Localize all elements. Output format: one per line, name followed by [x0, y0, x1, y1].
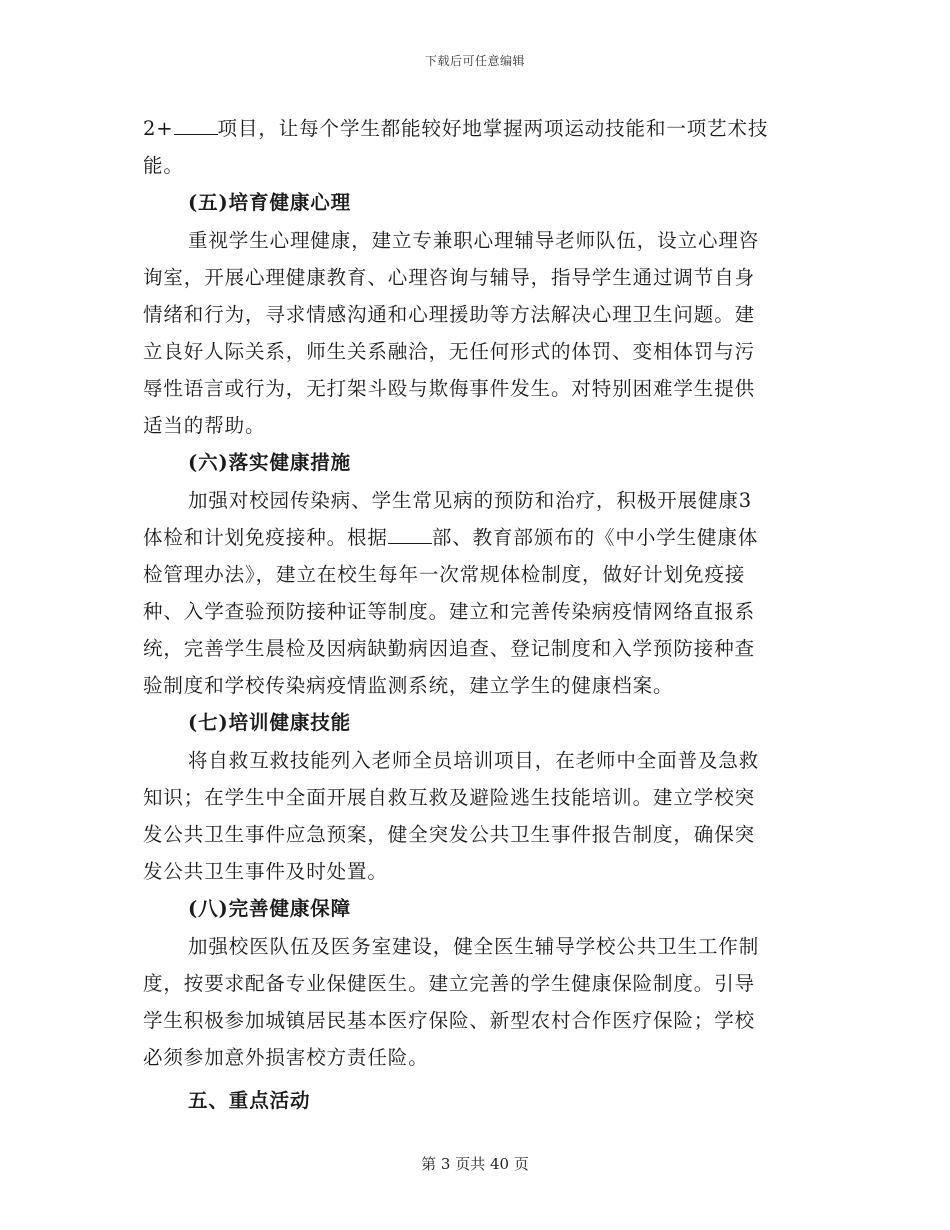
line-text: 项目，让每个学生都能较好地掌握两项运动技能和一项艺术技 — [217, 117, 769, 140]
line-text: 体检和计划免疫接种。根据 — [143, 526, 388, 549]
page-footer: 第 3 页共 40 页 — [421, 1155, 529, 1173]
paragraph-line: 加强校医队伍及医务室建设，健全医生辅导学校公共卫生工作制 — [188, 935, 760, 958]
paragraph-line: 统，完善学生晨检及因病缺勤病因追查、登记制度和入学预防接种查 — [143, 637, 756, 660]
paragraph-line: 能。 — [143, 154, 184, 177]
section-heading: (六)落实健康措施 — [188, 451, 352, 474]
paragraph-line: 种、入学查验预防接种证等制度。建立和完善传染病疫情网络直报系 — [143, 600, 756, 623]
paragraph-line: 发公共卫生事件及时处置。 — [143, 860, 388, 883]
fill-in-blank — [174, 114, 218, 135]
paragraph-line: 加强对校园传染病、学生常见病的预防和治疗，积极开展健康3 — [188, 489, 753, 512]
paragraph-line: 检管理办法》，建立在校生每年一次常规体检制度，做好计划免疫接 — [143, 563, 746, 586]
section-heading: (五)培育健康心理 — [188, 191, 352, 214]
fill-in-blank — [388, 523, 432, 544]
paragraph-line: 询室，开展心理健康教育、心理咨询与辅导，指导学生通过调节自身 — [143, 266, 756, 289]
line-text: 部、教育部颁布的《中小学生健康体 — [431, 526, 759, 549]
page-header: 下载后可任意编辑 — [424, 54, 525, 68]
line-text: 2+ — [143, 117, 174, 140]
paragraph-line: 发公共卫生事件应急预案，健全突发公共卫生事件报告制度，确保突 — [143, 823, 756, 846]
paragraph-line — [143, 519, 803, 556]
paragraph-line — [143, 110, 803, 147]
paragraph-line: 将自救互救技能列入老师全员培训项目，在老师中全面普及急救 — [188, 749, 760, 772]
paragraph-line: 验制度和学校传染病疫情监测系统，建立学生的健康档案。 — [143, 674, 674, 697]
section-heading: (七)培训健康技能 — [188, 711, 352, 734]
paragraph-line: 度，按要求配备专业保健医生。建立完善的学生健康保险制度。引导 — [143, 972, 756, 995]
paragraph-line: 立良好人际关系，师生关系融洽，无任何形式的体罚、变相体罚与污 — [143, 340, 756, 363]
paragraph-line: 重视学生心理健康，建立专兼职心理辅导老师队伍，设立心理咨 — [188, 229, 760, 252]
paragraph-line: 必须参加意外损害校方责任险。 — [143, 1046, 429, 1069]
chapter-heading: 五、重点活动 — [188, 1089, 311, 1112]
section-heading: (八)完善健康保障 — [188, 897, 352, 920]
paragraph-line: 适当的帮助。 — [143, 414, 266, 437]
paragraph-line: 知识；在学生中全面开展自救互救及避险逃生技能培训。建立学校突 — [143, 786, 756, 809]
document-body — [143, 110, 803, 1120]
paragraph-line: 情绪和行为，寻求情感沟通和心理援助等方法解决心理卫生问题。建 — [143, 303, 756, 326]
paragraph-line: 学生积极参加城镇居民基本医疗保险、新型农村合作医疗保险；学校 — [143, 1009, 756, 1032]
paragraph-line: 辱性语言或行为，无打架斗殴与欺侮事件发生。对特别困难学生提供 — [143, 377, 756, 400]
